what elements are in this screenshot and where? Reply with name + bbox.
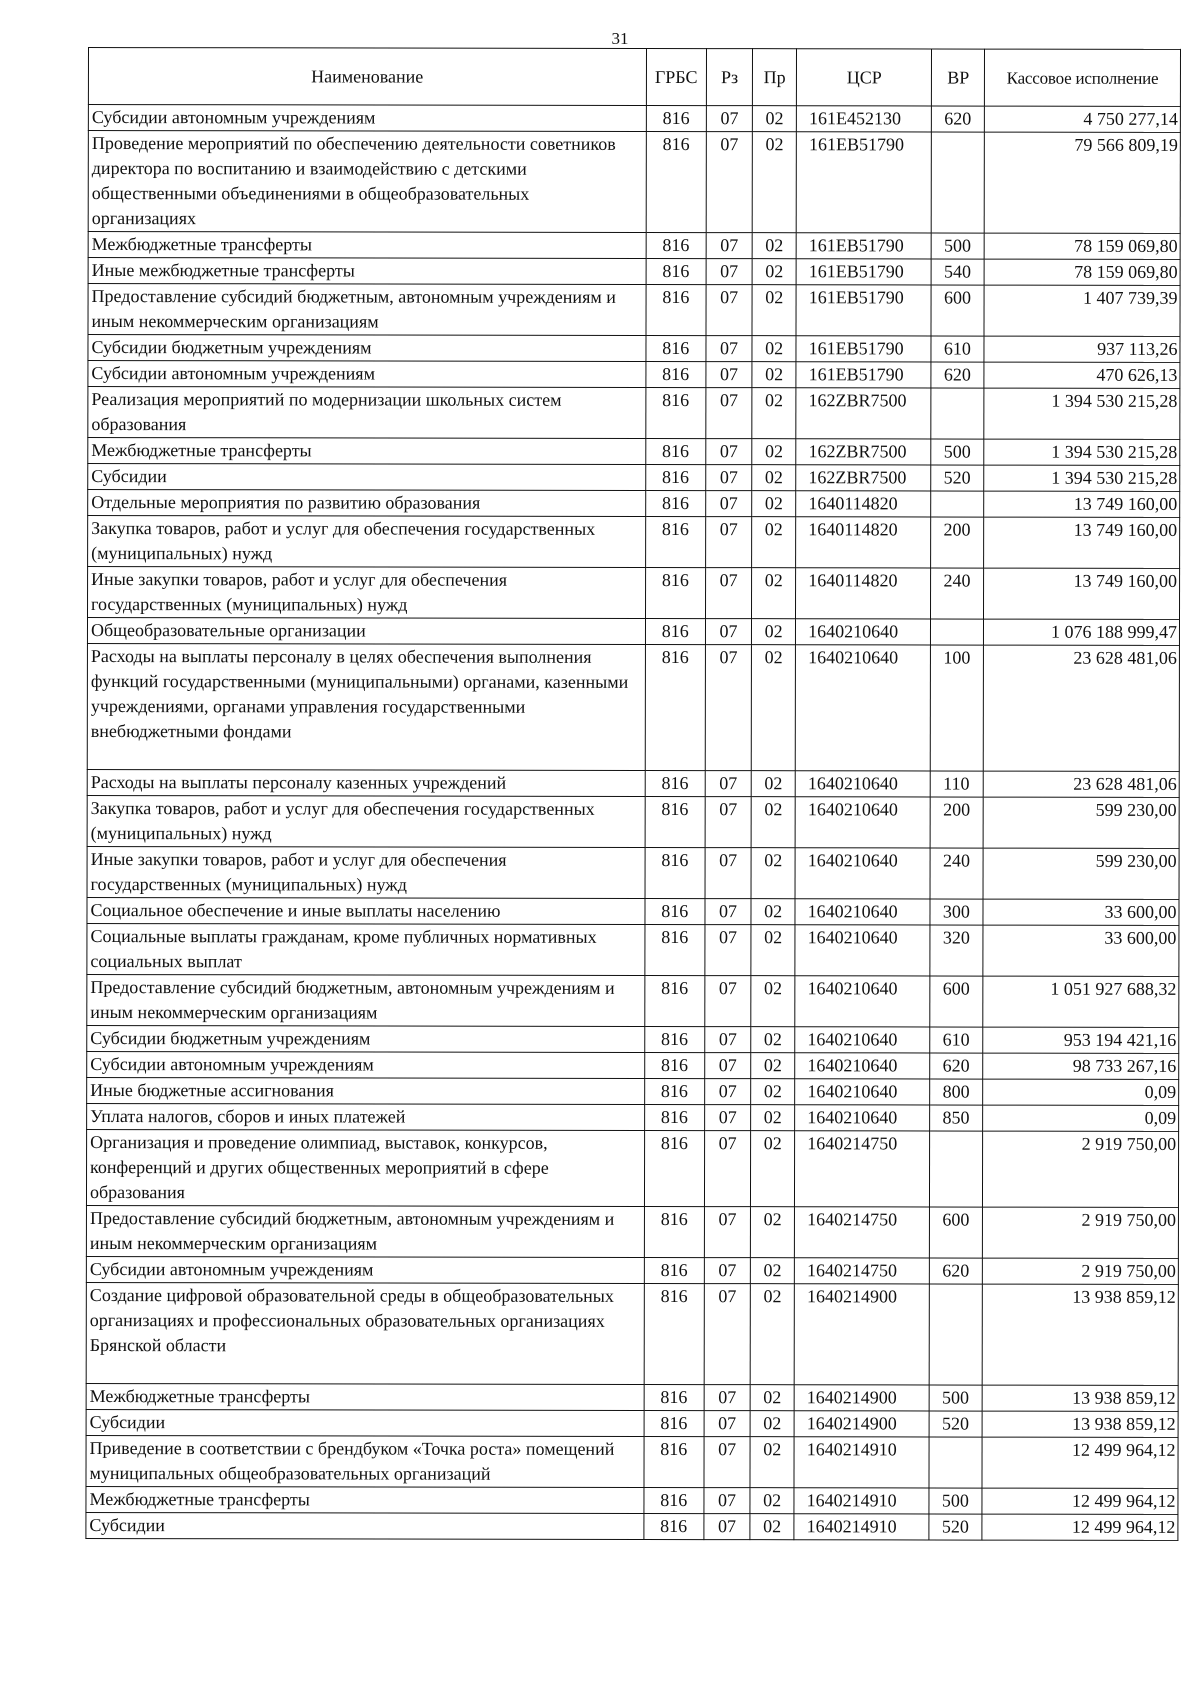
row-pr: 02 bbox=[750, 1284, 794, 1385]
row-name: Уплата налогов, сборов и иных платежей bbox=[87, 1103, 645, 1130]
row-grbs: 816 bbox=[645, 335, 706, 361]
row-grbs: 816 bbox=[645, 516, 706, 567]
row-name: Иные закупки товаров, работ и услуг для обеспечения государственных (муниципальных) нужд bbox=[88, 567, 646, 619]
row-vr: 800 bbox=[930, 1079, 983, 1105]
row-pr: 02 bbox=[752, 362, 796, 388]
row-csr: 1640214910 bbox=[794, 1488, 929, 1514]
row-name: Субсидии автономным учреждениям bbox=[86, 1256, 644, 1283]
table-header bbox=[88, 48, 1180, 107]
row-name: Межбюджетные трансферты bbox=[86, 1383, 644, 1410]
row-pr: 02 bbox=[752, 259, 796, 285]
row-amount: 12 499 964,12 bbox=[982, 1514, 1178, 1540]
table-row bbox=[87, 643, 1179, 771]
row-rz: 07 bbox=[705, 1079, 751, 1105]
row-csr: 1640214900 bbox=[794, 1411, 929, 1437]
row-name: Закупка товаров, работ и услуг для обеспечения государственных (муниципальных) нужд bbox=[87, 795, 645, 847]
row-pr: 02 bbox=[752, 285, 796, 336]
row-grbs: 816 bbox=[646, 105, 707, 131]
table-row bbox=[87, 795, 1179, 848]
row-grbs: 816 bbox=[645, 898, 706, 924]
row-amount: 12 499 964,12 bbox=[982, 1488, 1178, 1514]
row-pr: 02 bbox=[751, 1027, 795, 1053]
table-row bbox=[88, 284, 1180, 337]
row-csr: 1640214900 bbox=[794, 1385, 929, 1411]
row-pr: 02 bbox=[752, 233, 796, 259]
table-row bbox=[88, 105, 1180, 133]
row-csr: 1640210640 bbox=[795, 899, 930, 925]
row-csr: 162ZBR7500 bbox=[796, 465, 931, 491]
row-rz: 07 bbox=[704, 1437, 750, 1488]
row-rz: 07 bbox=[704, 1514, 750, 1540]
row-amount: 1 076 188 999,47 bbox=[984, 619, 1180, 645]
row-amount: 13 938 859,12 bbox=[982, 1385, 1178, 1411]
row-csr: 1640210640 bbox=[795, 1079, 930, 1105]
row-rz: 07 bbox=[705, 1027, 751, 1053]
row-csr: 1640210640 bbox=[795, 1027, 930, 1053]
row-name: Субсидии bbox=[88, 464, 646, 491]
row-pr: 02 bbox=[752, 439, 796, 465]
row-pr: 02 bbox=[752, 132, 796, 233]
row-csr: 1640114820 bbox=[796, 568, 931, 619]
row-amount: 78 159 069,80 bbox=[984, 233, 1180, 259]
row-vr: 520 bbox=[929, 1514, 982, 1540]
row-vr: 620 bbox=[931, 362, 984, 388]
row-vr: 240 bbox=[930, 848, 983, 899]
row-name: Предоставление субсидий бюджетным, автономным учреждениям и иным некоммерческим организациям bbox=[87, 974, 645, 1026]
row-grbs: 816 bbox=[645, 567, 706, 618]
row-csr: 162ZBR7500 bbox=[796, 439, 931, 465]
row-rz: 07 bbox=[705, 848, 751, 899]
row-vr bbox=[931, 491, 984, 517]
row-vr: 620 bbox=[930, 1258, 983, 1284]
row-vr: 620 bbox=[932, 106, 985, 132]
header-name: Наименование bbox=[88, 48, 646, 106]
row-pr: 02 bbox=[750, 1514, 794, 1540]
row-vr bbox=[932, 132, 985, 233]
row-grbs: 816 bbox=[645, 361, 706, 387]
row-csr: 1640214910 bbox=[794, 1514, 929, 1540]
row-csr: 1640210640 bbox=[796, 619, 931, 645]
table-row bbox=[86, 1282, 1178, 1385]
row-amount: 13 938 859,12 bbox=[982, 1411, 1178, 1437]
row-grbs: 816 bbox=[646, 284, 707, 335]
table-row bbox=[88, 464, 1180, 492]
row-rz: 07 bbox=[706, 568, 752, 619]
row-name: Иные бюджетные ассигнования bbox=[87, 1077, 645, 1104]
row-pr: 02 bbox=[751, 848, 795, 899]
row-amount: 470 626,13 bbox=[984, 362, 1180, 388]
row-amount: 1 394 530 215,28 bbox=[984, 388, 1180, 439]
row-csr: 161EB51790 bbox=[796, 259, 931, 285]
row-pr: 02 bbox=[753, 106, 797, 132]
row-name: Иные закупки товаров, работ и услуг для обеспечения государственных (муниципальных) нужд bbox=[87, 846, 645, 898]
row-vr: 610 bbox=[930, 1027, 983, 1053]
table-row bbox=[87, 897, 1179, 925]
row-amount: 13 938 859,12 bbox=[982, 1284, 1178, 1385]
row-name: Приведение в соответствии с брендбуком «Точка роста» помещений муниципальных общеобразовательных организаций bbox=[86, 1435, 644, 1487]
table-row bbox=[86, 1205, 1178, 1258]
table-row bbox=[88, 258, 1180, 286]
row-pr: 02 bbox=[752, 336, 796, 362]
row-name: Проведение мероприятий по обеспечению деятельности советников директора по воспитанию и взаимодействию с детскими общественными объединениями в общеобразовательных организациях bbox=[88, 131, 646, 233]
row-vr bbox=[930, 1284, 983, 1385]
row-csr: 1640114820 bbox=[796, 517, 931, 568]
table-row bbox=[87, 769, 1179, 797]
row-pr: 02 bbox=[751, 1105, 795, 1131]
table-row bbox=[86, 1435, 1178, 1488]
row-rz: 07 bbox=[704, 1411, 750, 1437]
row-pr: 02 bbox=[751, 976, 795, 1027]
row-amount: 953 194 421,16 bbox=[983, 1027, 1179, 1053]
row-rz: 07 bbox=[705, 1053, 751, 1079]
row-grbs: 816 bbox=[644, 1410, 705, 1436]
row-grbs: 816 bbox=[646, 258, 707, 284]
budget-execution-table bbox=[85, 47, 1181, 1541]
row-pr: 02 bbox=[751, 645, 795, 771]
row-amount: 4 750 277,14 bbox=[985, 106, 1181, 132]
row-amount: 33 600,00 bbox=[983, 899, 1179, 925]
row-amount: 2 919 750,00 bbox=[983, 1207, 1179, 1258]
row-csr: 1640210640 bbox=[795, 1053, 930, 1079]
row-vr: 500 bbox=[929, 1488, 982, 1514]
header-pr: Пр bbox=[753, 49, 797, 106]
row-rz: 07 bbox=[706, 233, 752, 259]
row-rz: 07 bbox=[706, 285, 752, 336]
row-rz: 07 bbox=[705, 771, 751, 797]
row-amount: 1 051 927 688,32 bbox=[983, 976, 1179, 1027]
table-row bbox=[86, 1486, 1178, 1514]
row-grbs: 816 bbox=[645, 387, 706, 438]
row-csr: 1640114820 bbox=[796, 491, 931, 517]
row-rz: 07 bbox=[706, 465, 752, 491]
row-rz: 07 bbox=[704, 1488, 750, 1514]
row-rz: 07 bbox=[705, 1105, 751, 1131]
row-vr: 850 bbox=[930, 1105, 983, 1131]
header-grbs: ГРБС bbox=[646, 48, 707, 105]
table-row bbox=[87, 1051, 1179, 1079]
row-amount: 23 628 481,06 bbox=[983, 645, 1179, 771]
table-row bbox=[86, 1129, 1178, 1207]
row-vr: 200 bbox=[931, 797, 984, 848]
table-row bbox=[88, 490, 1180, 518]
row-pr: 02 bbox=[751, 1131, 795, 1207]
row-name: Предоставление субсидий бюджетным, автономным учреждениям и иным некоммерческим организациям bbox=[86, 1205, 644, 1257]
table-row bbox=[88, 361, 1180, 389]
row-grbs: 816 bbox=[644, 1283, 705, 1384]
row-grbs: 816 bbox=[644, 1206, 705, 1257]
row-vr: 520 bbox=[929, 1411, 982, 1437]
row-amount: 1 394 530 215,28 bbox=[984, 439, 1180, 465]
row-vr: 600 bbox=[931, 285, 984, 336]
page-number: 31 bbox=[611, 29, 629, 48]
row-pr: 02 bbox=[751, 1207, 795, 1258]
row-name: Межбюджетные трансферты bbox=[88, 232, 646, 259]
row-name: Предоставление субсидий бюджетным, автономным учреждениям и иным некоммерческим организациям bbox=[88, 284, 646, 336]
row-name: Субсидии автономным учреждениям bbox=[88, 361, 646, 388]
table-row bbox=[87, 1077, 1179, 1105]
table-row bbox=[88, 232, 1180, 260]
row-pr: 02 bbox=[751, 925, 795, 976]
row-pr: 02 bbox=[752, 568, 796, 619]
row-vr bbox=[931, 619, 984, 645]
row-rz: 07 bbox=[706, 106, 752, 132]
row-csr: 1640214750 bbox=[794, 1258, 929, 1284]
row-csr: 161EB51790 bbox=[796, 336, 931, 362]
row-name: Реализация мероприятий по модернизации школьных систем образования bbox=[88, 387, 646, 439]
row-grbs: 816 bbox=[646, 232, 707, 258]
table-row bbox=[88, 131, 1180, 234]
row-rz: 07 bbox=[706, 517, 752, 568]
row-name: Отдельные мероприятия по развитию образования bbox=[88, 490, 646, 517]
row-csr: 1640214910 bbox=[794, 1437, 929, 1488]
row-name: Социальное обеспечение и иные выплаты населению bbox=[87, 897, 645, 924]
row-amount: 0,09 bbox=[983, 1079, 1179, 1105]
row-csr: 1640210640 bbox=[795, 645, 930, 771]
row-vr: 600 bbox=[930, 976, 983, 1027]
row-vr: 100 bbox=[931, 645, 984, 771]
table-row bbox=[86, 1256, 1178, 1284]
table-row bbox=[86, 1409, 1178, 1437]
row-vr bbox=[931, 388, 984, 439]
row-amount: 13 749 160,00 bbox=[984, 517, 1180, 568]
row-name: Создание цифровой образовательной среды в общеобразовательных организациях и профессиональных образовательных организациях Брянской области bbox=[86, 1282, 644, 1384]
row-csr: 1640214750 bbox=[795, 1131, 930, 1207]
row-name: Субсидии bbox=[86, 1409, 644, 1436]
row-rz: 07 bbox=[704, 1207, 750, 1258]
header-rz: Рз bbox=[706, 49, 752, 106]
row-pr: 02 bbox=[751, 1258, 795, 1284]
row-name: Субсидии бюджетным учреждениям bbox=[88, 335, 646, 362]
table-row bbox=[86, 1383, 1178, 1411]
row-name: Социальные выплаты гражданам, кроме публичных нормативных социальных выплат bbox=[87, 923, 645, 975]
row-rz: 07 bbox=[704, 1131, 750, 1207]
header-cash-execution: Кассовое исполнение bbox=[985, 49, 1181, 106]
row-pr: 02 bbox=[750, 1488, 794, 1514]
row-rz: 07 bbox=[706, 336, 752, 362]
table-row bbox=[88, 335, 1180, 363]
row-csr: 161EB51790 bbox=[796, 132, 931, 233]
row-csr: 162ZBR7500 bbox=[796, 388, 931, 439]
row-rz: 07 bbox=[705, 899, 751, 925]
row-vr: 540 bbox=[931, 259, 984, 285]
row-grbs: 816 bbox=[646, 131, 707, 232]
row-grbs: 816 bbox=[644, 1130, 705, 1206]
row-name: Расходы на выплаты персоналу казенных учреждений bbox=[87, 769, 645, 796]
row-amount: 2 919 750,00 bbox=[983, 1131, 1179, 1207]
row-amount: 13 749 160,00 bbox=[984, 491, 1180, 517]
row-amount: 937 113,26 bbox=[984, 336, 1180, 362]
row-amount: 0,09 bbox=[983, 1105, 1179, 1131]
row-name: Межбюджетные трансферты bbox=[86, 1486, 644, 1513]
row-name: Организация и проведение олимпиад, выставок, конкурсов, конференций и других общественных мероприятий в сфере образования bbox=[86, 1129, 644, 1206]
row-rz: 07 bbox=[706, 259, 752, 285]
row-vr: 320 bbox=[930, 925, 983, 976]
row-grbs: 816 bbox=[644, 1384, 705, 1410]
row-rz: 07 bbox=[705, 797, 751, 848]
row-rz: 07 bbox=[706, 439, 752, 465]
row-grbs: 816 bbox=[645, 847, 706, 898]
row-grbs: 816 bbox=[644, 924, 705, 975]
row-grbs: 816 bbox=[645, 438, 706, 464]
row-name: Общеобразовательные организации bbox=[87, 618, 645, 645]
row-pr: 02 bbox=[751, 1079, 795, 1105]
row-pr: 02 bbox=[752, 388, 796, 439]
table-row bbox=[88, 567, 1180, 620]
row-pr: 02 bbox=[752, 619, 796, 645]
row-csr: 1640210640 bbox=[795, 976, 930, 1027]
row-csr: 1640210640 bbox=[795, 848, 930, 899]
header-row bbox=[88, 48, 1180, 107]
row-grbs: 816 bbox=[645, 796, 706, 847]
row-name: Иные межбюджетные трансферты bbox=[88, 258, 646, 285]
row-amount: 33 600,00 bbox=[983, 925, 1179, 976]
row-rz: 07 bbox=[705, 976, 751, 1027]
row-amount: 599 230,00 bbox=[983, 797, 1179, 848]
row-grbs: 816 bbox=[645, 464, 706, 490]
row-vr bbox=[929, 1437, 982, 1488]
row-amount: 13 749 160,00 bbox=[984, 568, 1180, 619]
budget-table-container bbox=[85, 47, 1181, 1541]
table-row bbox=[87, 846, 1179, 899]
row-pr: 02 bbox=[751, 771, 795, 797]
row-grbs: 816 bbox=[645, 618, 706, 644]
row-amount: 23 628 481,06 bbox=[983, 771, 1179, 797]
row-rz: 07 bbox=[704, 1284, 750, 1385]
row-grbs: 816 bbox=[644, 975, 705, 1026]
row-vr: 500 bbox=[932, 233, 985, 259]
row-csr: 161E452130 bbox=[797, 106, 932, 132]
row-amount: 12 499 964,12 bbox=[982, 1437, 1178, 1488]
row-amount: 79 566 809,19 bbox=[984, 132, 1180, 233]
row-name: Межбюджетные трансферты bbox=[88, 438, 646, 465]
row-grbs: 816 bbox=[644, 1026, 705, 1052]
row-grbs: 816 bbox=[644, 1078, 705, 1104]
row-pr: 02 bbox=[751, 797, 795, 848]
row-grbs: 816 bbox=[645, 770, 706, 796]
row-grbs: 816 bbox=[644, 1436, 705, 1487]
row-pr: 02 bbox=[750, 1385, 794, 1411]
row-vr: 300 bbox=[930, 899, 983, 925]
table-row bbox=[88, 516, 1180, 569]
row-grbs: 816 bbox=[643, 1487, 704, 1513]
table-body bbox=[86, 105, 1181, 1541]
table-row bbox=[87, 923, 1179, 976]
row-csr: 1640214900 bbox=[794, 1284, 929, 1385]
row-grbs: 816 bbox=[644, 1257, 705, 1283]
row-vr: 600 bbox=[930, 1207, 983, 1258]
row-amount: 1 394 530 215,28 bbox=[984, 465, 1180, 491]
row-csr: 1640210640 bbox=[795, 797, 930, 848]
row-csr: 1640210640 bbox=[795, 1105, 930, 1131]
row-name: Субсидии бюджетным учреждениям bbox=[87, 1025, 645, 1052]
row-amount: 599 230,00 bbox=[983, 848, 1179, 899]
table-row bbox=[86, 1512, 1178, 1540]
row-vr: 200 bbox=[931, 517, 984, 568]
row-name: Закупка товаров, работ и услуг для обеспечения государственных (муниципальных) нужд bbox=[88, 516, 646, 568]
row-name: Субсидии bbox=[86, 1512, 644, 1539]
row-vr: 610 bbox=[931, 336, 984, 362]
row-rz: 07 bbox=[706, 388, 752, 439]
row-amount: 1 407 739,39 bbox=[984, 285, 1180, 336]
row-vr bbox=[930, 1131, 983, 1207]
header-vr: ВР bbox=[932, 49, 985, 106]
table-row bbox=[87, 974, 1179, 1027]
table-row bbox=[87, 1025, 1179, 1053]
row-name: Субсидии автономным учреждениям bbox=[88, 105, 646, 132]
table-row bbox=[87, 618, 1179, 646]
row-amount: 78 159 069,80 bbox=[984, 259, 1180, 285]
row-csr: 1640210640 bbox=[795, 925, 930, 976]
row-vr: 110 bbox=[931, 771, 984, 797]
row-pr: 02 bbox=[750, 1411, 794, 1437]
header-csr: ЦСР bbox=[797, 49, 932, 106]
row-grbs: 816 bbox=[645, 490, 706, 516]
row-vr: 620 bbox=[930, 1053, 983, 1079]
table-row bbox=[88, 438, 1180, 466]
row-rz: 07 bbox=[705, 645, 751, 771]
row-pr: 02 bbox=[751, 899, 795, 925]
row-grbs: 816 bbox=[644, 1104, 705, 1130]
row-vr: 240 bbox=[931, 568, 984, 619]
row-grbs: 816 bbox=[645, 644, 706, 770]
row-name: Расходы на выплаты персоналу в целях обеспечения выполнения функций государственными (муниципальными) органами, казенными учреждениями, органами управления государственными внебюджетными фондами bbox=[87, 643, 645, 770]
row-csr: 161EB51790 bbox=[796, 362, 931, 388]
row-vr: 520 bbox=[931, 465, 984, 491]
row-rz: 07 bbox=[706, 132, 752, 233]
row-csr: 1640210640 bbox=[795, 771, 930, 797]
row-amount: 98 733 267,16 bbox=[983, 1053, 1179, 1079]
row-amount: 2 919 750,00 bbox=[983, 1258, 1179, 1284]
row-rz: 07 bbox=[704, 1385, 750, 1411]
row-grbs: 816 bbox=[643, 1513, 704, 1539]
row-rz: 07 bbox=[706, 491, 752, 517]
table-row bbox=[87, 1103, 1179, 1131]
row-vr: 500 bbox=[931, 439, 984, 465]
row-pr: 02 bbox=[752, 465, 796, 491]
row-rz: 07 bbox=[705, 925, 751, 976]
row-rz: 07 bbox=[704, 1258, 750, 1284]
row-name: Субсидии автономным учреждениям bbox=[87, 1051, 645, 1078]
table-row bbox=[88, 387, 1180, 440]
row-csr: 1640214750 bbox=[795, 1207, 930, 1258]
row-vr: 500 bbox=[930, 1385, 983, 1411]
row-pr: 02 bbox=[751, 1053, 795, 1079]
row-rz: 07 bbox=[706, 362, 752, 388]
row-pr: 02 bbox=[752, 491, 796, 517]
row-pr: 02 bbox=[750, 1437, 794, 1488]
row-csr: 161EB51790 bbox=[796, 285, 931, 336]
row-csr: 161EB51790 bbox=[796, 233, 931, 259]
row-rz: 07 bbox=[705, 619, 751, 645]
row-grbs: 816 bbox=[644, 1052, 705, 1078]
row-pr: 02 bbox=[752, 517, 796, 568]
